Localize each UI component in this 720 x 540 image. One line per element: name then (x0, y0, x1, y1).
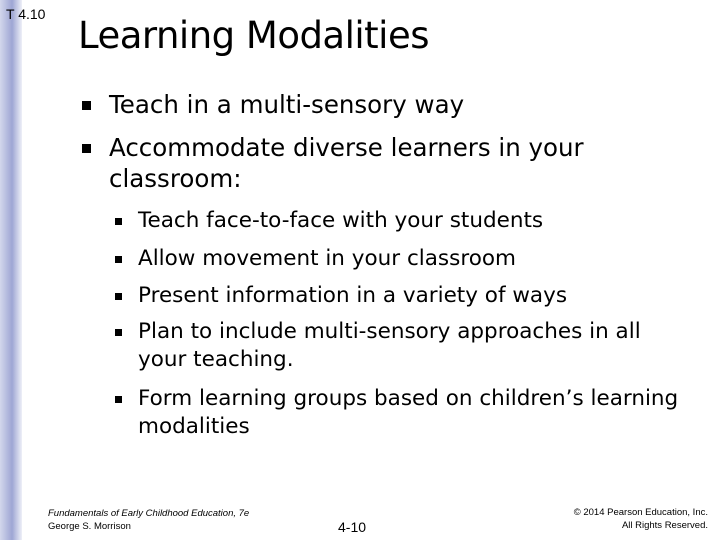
side-gradient-bar (0, 0, 22, 540)
slide-code: T 4.10 (6, 6, 46, 22)
copyright-line-2: All Rights Reserved. (621, 520, 708, 531)
square-bullet-icon (115, 396, 122, 403)
square-bullet-icon (82, 101, 91, 110)
sub-bullet-text: Present information in a variety of ways (138, 283, 568, 308)
square-bullet-icon (115, 329, 122, 336)
square-bullet-icon (115, 256, 122, 263)
footer-citation (48, 507, 249, 533)
bullet-text: Teach in a multi-sensory way (109, 90, 465, 119)
footer-page-number: 4-10 (338, 519, 367, 535)
footer-copyright (574, 506, 708, 532)
square-bullet-icon (115, 218, 122, 225)
sub-bullet-text: Form learning groups based on children’s learning modalities (138, 386, 679, 439)
bullet-text: Accommodate diverse learners in your classroom: (109, 133, 584, 193)
slide-title: Learning Modalities (78, 14, 429, 57)
square-bullet-icon (115, 293, 122, 300)
sub-bullet-text: Allow movement in your classroom (138, 246, 516, 271)
copyright-line-1: © 2014 Pearson Education, Inc. (573, 507, 708, 518)
footer-author: George S. Morrison (48, 521, 131, 532)
sub-bullet-text: Plan to include multi-sensory approaches in all your teaching. (138, 319, 641, 372)
square-bullet-icon (82, 144, 91, 153)
footer-book-title: Fundamentals of Early Childhood Education, 7e (48, 508, 250, 519)
sub-bullet-text: Teach face-to-face with your students (138, 208, 544, 233)
